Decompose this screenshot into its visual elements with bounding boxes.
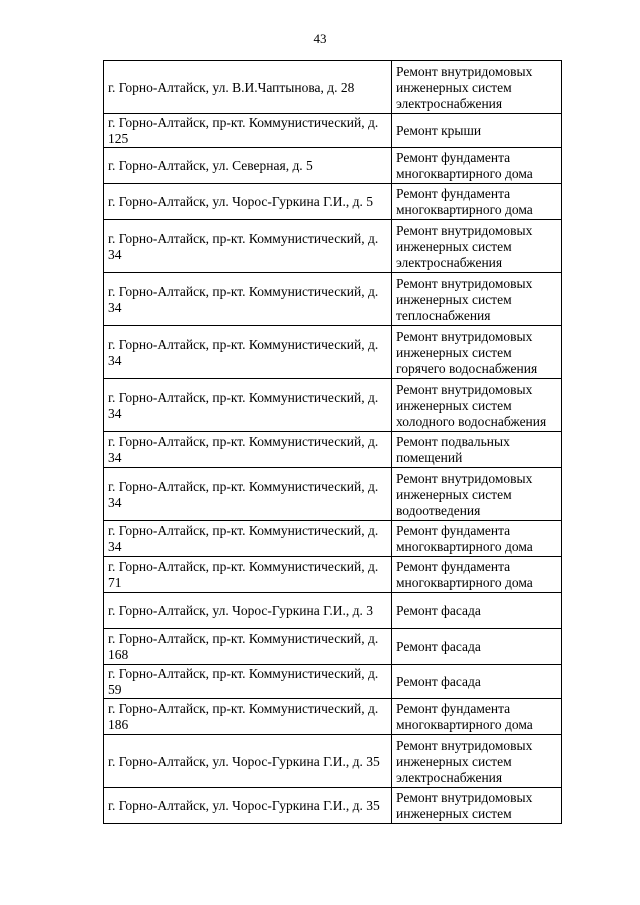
address-cell: г. Горно-Алтайск, пр-кт. Коммунистический, д. 71: [104, 557, 392, 593]
address-cell: г. Горно-Алтайск, пр-кт. Коммунистический, д. 168: [104, 629, 392, 665]
address-cell: г. Горно-Алтайск, пр-кт. Коммунистический, д. 34: [104, 432, 392, 468]
address-cell: г. Горно-Алтайск, ул. Чорос-Гуркина Г.И., д. 35: [104, 788, 392, 824]
table-row: [104, 699, 562, 735]
work-type-cell: Ремонт подвальных помещений: [392, 432, 562, 468]
work-type-cell: Ремонт внутридомовых инженерных систем электроснабжения: [392, 735, 562, 788]
address-cell: г. Горно-Алтайск, пр-кт. Коммунистический, д. 34: [104, 521, 392, 557]
table-row: [104, 61, 562, 114]
work-type-cell: Ремонт фундамента многоквартирного дома: [392, 699, 562, 735]
work-type-cell: Ремонт внутридомовых инженерных систем горячего водоснабжения: [392, 326, 562, 379]
table-row: [104, 273, 562, 326]
work-type-cell: Ремонт фасада: [392, 629, 562, 665]
address-cell: г. Горно-Алтайск, пр-кт. Коммунистический, д. 34: [104, 326, 392, 379]
work-type-cell: Ремонт внутридомовых инженерных систем электроснабжения: [392, 220, 562, 273]
table-row: [104, 432, 562, 468]
address-cell: г. Горно-Алтайск, ул. Чорос-Гуркина Г.И., д. 3: [104, 593, 392, 629]
table-row: [104, 521, 562, 557]
address-cell: г. Горно-Алтайск, пр-кт. Коммунистический, д. 34: [104, 468, 392, 521]
table-row: [104, 557, 562, 593]
address-cell: г. Горно-Алтайск, пр-кт. Коммунистический, д. 125: [104, 114, 392, 148]
address-cell: г. Горно-Алтайск, ул. Северная, д. 5: [104, 148, 392, 184]
work-type-cell: Ремонт крыши: [392, 114, 562, 148]
address-cell: г. Горно-Алтайск, ул. Чорос-Гуркина Г.И., д. 5: [104, 184, 392, 220]
work-type-cell: Ремонт фундамента многоквартирного дома: [392, 148, 562, 184]
work-type-cell: Ремонт внутридомовых инженерных систем водоотведения: [392, 468, 562, 521]
address-cell: г. Горно-Алтайск, пр-кт. Коммунистический, д. 186: [104, 699, 392, 735]
work-type-cell: Ремонт фундамента многоквартирного дома: [392, 184, 562, 220]
work-type-cell: Ремонт фасада: [392, 665, 562, 699]
address-cell: г. Горно-Алтайск, пр-кт. Коммунистический, д. 34: [104, 379, 392, 432]
table-row: [104, 148, 562, 184]
work-type-cell: Ремонт внутридомовых инженерных систем теплоснабжения: [392, 273, 562, 326]
page-number: 43: [313, 31, 327, 46]
work-type-cell: Ремонт фундамента многоквартирного дома: [392, 557, 562, 593]
table-row: [104, 788, 562, 824]
address-cell: г. Горно-Алтайск, пр-кт. Коммунистический, д. 59: [104, 665, 392, 699]
table-row: [104, 220, 562, 273]
work-type-cell: Ремонт внутридомовых инженерных систем: [392, 788, 562, 824]
works-table-body: [104, 61, 562, 824]
work-type-cell: Ремонт фасада: [392, 593, 562, 629]
table-row: [104, 735, 562, 788]
table-row: [104, 665, 562, 699]
work-type-cell: Ремонт внутридомовых инженерных систем электроснабжения: [392, 61, 562, 114]
table-row: [104, 629, 562, 665]
table-row: [104, 184, 562, 220]
work-type-cell: Ремонт внутридомовых инженерных систем холодного водоснабжения: [392, 379, 562, 432]
table-row: [104, 114, 562, 148]
address-cell: г. Горно-Алтайск, ул. В.И.Чаптынова, д. 28: [104, 61, 392, 114]
works-table: [103, 60, 562, 824]
table-row: [104, 593, 562, 629]
table-row: [104, 468, 562, 521]
address-cell: г. Горно-Алтайск, пр-кт. Коммунистический, д. 34: [104, 220, 392, 273]
table-row: [104, 379, 562, 432]
address-cell: г. Горно-Алтайск, ул. Чорос-Гуркина Г.И., д. 35: [104, 735, 392, 788]
work-type-cell: Ремонт фундамента многоквартирного дома: [392, 521, 562, 557]
table-row: [104, 326, 562, 379]
address-cell: г. Горно-Алтайск, пр-кт. Коммунистический, д. 34: [104, 273, 392, 326]
